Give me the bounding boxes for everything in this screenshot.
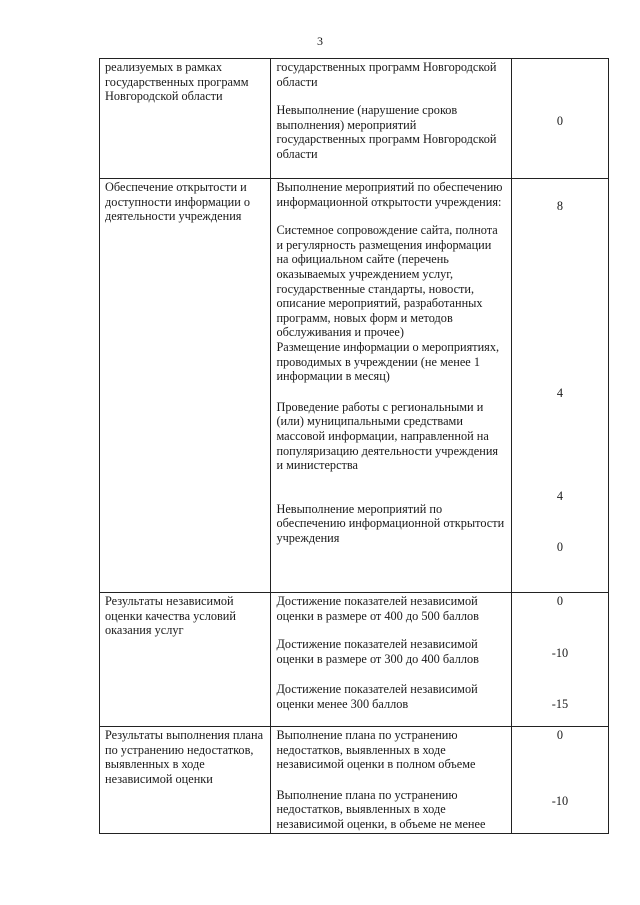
criterion-cell	[100, 59, 271, 179]
indicator-text: Выполнение плана по устранению недостатков, выявленных в ходе независимой оценки в полном объеме	[276, 728, 476, 772]
indicator-text: Системное сопровождение сайта, полнота и регулярность размещения информации на официальном сайте (перечень оказываемых учреждением услуг, государственные стандарты, новости, описание мероприятий, разработанных программ, новых форм и методов обслуживания и прочее)	[276, 223, 498, 340]
score-value: 0	[556, 114, 564, 128]
table-row	[100, 179, 609, 593]
table-row	[100, 727, 609, 834]
table-row	[100, 593, 609, 727]
criterion-text: Результаты независимой оценки качества условий оказания услуг	[105, 594, 236, 638]
score-value: 0	[556, 540, 564, 554]
indicator-cell	[271, 727, 511, 834]
indicator-cell	[271, 59, 511, 179]
score-cell	[511, 179, 608, 593]
indicator-text: Размещение информации о мероприятиях, проводимых в учреждении (не менее 1 информации в месяц)	[276, 339, 500, 384]
indicator-text: Выполнение мероприятий по обеспечению информационной открытости учреждения:	[276, 180, 503, 209]
page-number: 3	[317, 34, 323, 48]
score-value: 4	[556, 489, 564, 503]
criterion-text: Результаты выполнения плана по устранению недостатков, выявленных в ходе независимой оценки	[105, 728, 264, 786]
criterion-cell	[100, 727, 271, 834]
score-value: 8	[556, 199, 564, 213]
indicator-cell	[271, 593, 511, 727]
score-value: 4	[556, 386, 564, 400]
criterion-text: реализуемых в рамках государственных программ Новгородской области	[105, 60, 249, 104]
indicator-text: Невыполнение (нарушение сроков выполнения) мероприятий государственных программ Новгородской области	[276, 103, 497, 161]
indicator-text: Достижение показателей независимой оценки в размере от 400 до 500 баллов	[276, 594, 479, 623]
score-value: 0	[556, 728, 564, 742]
indicator-cell	[271, 179, 511, 593]
score-cell	[511, 727, 608, 834]
criterion-cell	[100, 179, 271, 593]
indicator-text: государственных программ Новгородской области	[276, 60, 497, 89]
score-cell	[511, 59, 608, 179]
score-value: -10	[551, 646, 569, 660]
indicator-text: Невыполнение мероприятий по обеспечению информационной открытости учреждения	[276, 501, 505, 545]
indicator-text: Достижение показателей независимой оценки менее 300 баллов	[276, 682, 478, 711]
score-value: -10	[551, 794, 569, 808]
criterion-text: Обеспечение открытости и доступности информации о деятельности учреждения	[105, 180, 250, 224]
score-value: 0	[556, 594, 564, 608]
criteria-table	[99, 58, 609, 834]
indicator-text: Достижение показателей независимой оценки в размере от 300 до 400 баллов	[276, 637, 479, 666]
table-row	[100, 59, 609, 179]
criterion-cell	[100, 593, 271, 727]
score-cell	[511, 593, 608, 727]
score-value: -15	[551, 697, 569, 711]
indicator-text: Проведение работы с региональными и (или) муниципальными средствами массовой информации, направленной на популяризацию деятельности учреждения и министерства	[276, 399, 499, 473]
indicator-text: Выполнение плана по устранению недостатков, выявленных в ходе независимой оценки, в объеме не менее	[276, 787, 486, 831]
